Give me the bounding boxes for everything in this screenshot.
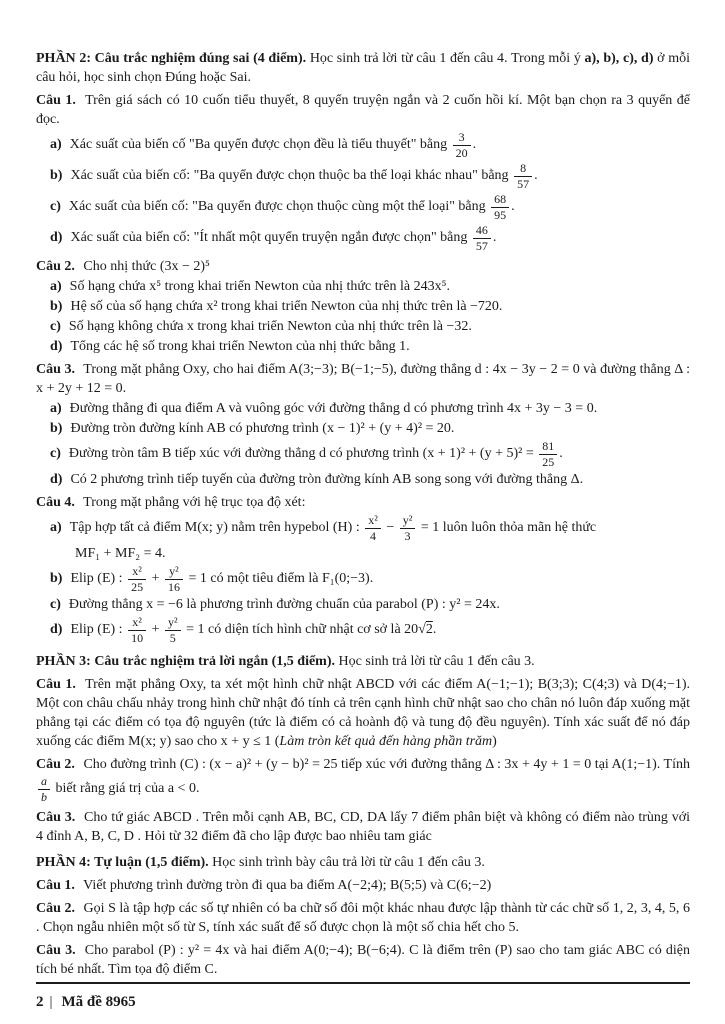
denominator: 25 <box>542 455 555 469</box>
item-suffix: . <box>492 230 497 246</box>
part2-question-4 <box>36 493 690 512</box>
math-operator: + <box>151 622 160 638</box>
item-label: d) <box>50 230 63 246</box>
denominator: 25 <box>131 580 144 594</box>
question-text: Trên giá sách có 10 cuốn tiểu thuyết, 8 quyển truyện ngắn và 2 cuốn hồi kí. Một bạn chọn ra 3 quyển để đọc. <box>36 93 690 127</box>
item-text: = 1 có một tiêu điểm là F₁(0;−3). <box>188 571 374 587</box>
item-text: Hệ số của số hạng chứa x² trong khai triển Newton của nhị thức trên là −720. <box>70 299 503 314</box>
denominator: 4 <box>370 529 377 543</box>
fraction <box>453 130 471 160</box>
part4-instruction: Học sinh trình bày câu trả lời từ câu 1 đến câu 3. <box>212 855 485 870</box>
question-text: Cho nhị thức (3x − 2)⁵ <box>83 259 210 274</box>
item-continuation: MF₁ + MF₂ = 4. <box>75 546 166 561</box>
denominator: 3 <box>404 529 411 543</box>
item-text: = 1 luôn luôn thỏa mãn hệ thức <box>420 520 597 536</box>
footer-rule <box>36 982 690 984</box>
item-label: a) <box>50 279 62 294</box>
numerator: 46 <box>473 223 491 239</box>
item-suffix: . <box>511 199 515 215</box>
sqrt-argument: 2 <box>425 622 433 638</box>
question-label: Câu 3. <box>36 943 76 958</box>
numerator: y² <box>400 513 416 529</box>
part2-q2-item-c <box>36 317 690 336</box>
fraction <box>38 774 50 804</box>
part2-q1-item-d <box>36 223 690 253</box>
item-text: Tổng các hệ số trong khai triển Newton của nhị thức bằng 1. <box>70 339 410 354</box>
numerator: x² <box>128 615 146 631</box>
item-label: c) <box>50 199 61 215</box>
numerator: x² <box>128 564 146 580</box>
part3-question-3 <box>36 808 690 846</box>
part3-title: PHẦN 3: Câu trắc nghiệm trả lời ngắn (1,5 điểm). <box>36 654 336 669</box>
question-text: Cho parabol (P) : y² = 4x và hai điểm A(0;−4); B(−6;4). C là điểm trên (P) sao cho tam giác ABC có diện tích bé nhất. Tìm tọa độ điểm C. <box>36 943 690 977</box>
exam-page-content <box>36 42 690 979</box>
item-label: a) <box>50 401 62 416</box>
part3-question-2 <box>36 755 690 804</box>
fraction <box>365 513 381 543</box>
question-text-end: biết rằng giá trị của a < 0. <box>55 781 200 797</box>
part2-q1-item-c <box>36 192 690 222</box>
item-label: c) <box>50 446 61 462</box>
question-label: Câu 1. <box>36 93 76 108</box>
numerator: y² <box>165 615 181 631</box>
item-label: b) <box>50 168 63 184</box>
denominator: 57 <box>475 239 488 253</box>
item-text: Xác suất của biến cố "Ba quyển được chọn đều là tiểu thuyết" bằng <box>69 137 448 153</box>
item-label: d) <box>50 339 63 354</box>
item-label: d) <box>50 622 63 638</box>
denominator: 5 <box>169 631 176 645</box>
item-label: c) <box>50 319 61 334</box>
part4-question-3 <box>36 941 690 979</box>
item-label: a) <box>50 520 62 536</box>
question-text: Cho đường trình (C) : (x − a)² + (y − b)² = 25 tiếp xúc với đường thẳng Δ : 3x + 4y + 1 = 0 tại A(1;−1). Tính <box>83 757 690 772</box>
item-text: Đường tròn tâm B tiếp xúc với đường thẳng d có phương trình (x + 1)² + (y + 5)² = <box>68 446 534 462</box>
part4-title: PHẦN 4: Tự luận (1,5 điểm). <box>36 855 209 870</box>
part2-q3-item-a <box>36 399 690 418</box>
question-label: Câu 2. <box>36 901 75 916</box>
item-suffix: . <box>534 168 538 184</box>
item-text: Đường thẳng x = −6 là phương trình đường chuẩn của parabol (P) : y² = 24x. <box>68 597 500 612</box>
item-suffix: . <box>559 446 563 462</box>
item-text: Đường thẳng đi qua điểm A và vuông góc với đường thẳng d có phương trình 4x + 3y − 3 = 0. <box>69 401 598 416</box>
denominator: b <box>41 790 47 804</box>
part2-instruction-2: ở mỗi câu hỏi, học sinh chọn Đúng hoặc Sai. <box>36 51 691 85</box>
item-text: Số hạng chứa x⁵ trong khai triển Newton của nhị thức trên là 243x⁵. <box>69 279 450 294</box>
part2-question-2 <box>36 257 690 276</box>
question-text: Trên mặt phẳng Oxy, ta xét một hình chữ nhật ABCD với các điểm A(−1;−1); B(3;3); C(4;3) và D(4;−1). Một con châu chấu nhảy trong hình chữ nhật đó tính cả trên cạnh hình chữ nhật sao cho chân nó luôn đáp xuống mặt phẳng tại các điểm có tọa độ nguyên (tức là điểm có cả hoành độ và tung độ đều nguyên). Tính xác suất để nó đáp xuống các điểm M(x; y) sao cho x + y ≤ 1 ( <box>36 677 690 749</box>
numerator: 8 <box>514 161 532 177</box>
part2-heading <box>36 49 690 87</box>
fraction <box>539 439 557 469</box>
item-label: a) <box>50 137 62 153</box>
part4-heading <box>36 853 690 872</box>
item-suffix: . <box>472 137 477 153</box>
part2-instruction-items: a), b), c), d) <box>584 51 654 66</box>
footer-text <box>36 992 690 1012</box>
numerator: 81 <box>539 439 557 455</box>
page-footer <box>36 982 690 1012</box>
fraction <box>514 161 532 191</box>
item-text: Có 2 phương trình tiếp tuyến của đường tròn đường kính AB song song với đường thẳng Δ. <box>70 472 584 487</box>
item-label: d) <box>50 472 63 487</box>
question-label: Câu 1. <box>36 878 75 893</box>
math-operator: − <box>386 520 395 536</box>
question-label: Câu 2. <box>36 757 75 772</box>
item-label: b) <box>50 571 63 587</box>
part4-question-1 <box>36 876 690 895</box>
denominator: 57 <box>517 177 530 191</box>
math-operator: + <box>151 571 160 587</box>
part2-q2-item-b <box>36 297 690 316</box>
sqrt-icon: √ <box>418 622 426 638</box>
part2-q4-item-d <box>36 615 690 645</box>
denominator: 10 <box>131 631 144 645</box>
denominator: 95 <box>494 208 507 222</box>
fraction <box>491 192 509 222</box>
item-text: Xác suất của biến cố: "Ba quyển được chọn thuộc cùng một thể loại" bằng <box>68 199 486 215</box>
denominator: 20 <box>455 146 468 160</box>
part2-q2-item-d <box>36 337 690 356</box>
numerator: 3 <box>453 130 471 146</box>
part2-q3-item-d <box>36 470 690 489</box>
item-text: Số hạng không chứa x trong khai triển Newton của nhị thức trên là −32. <box>68 319 472 334</box>
question-label: Câu 4. <box>36 495 75 510</box>
question-text: Viết phương trình đường tròn đi qua ba điểm A(−2;4); B(5;5) và C(6;−2) <box>83 878 492 893</box>
part2-q2-item-a <box>36 277 690 296</box>
item-text: Xác suất của biến cố: "Ít nhất một quyển truyện ngắn được chọn" bằng <box>70 230 468 246</box>
numerator: y² <box>165 564 183 580</box>
fraction <box>165 564 183 594</box>
exam-code: Mã đề 8965 <box>61 994 136 1010</box>
question-label: Câu 2. <box>36 259 75 274</box>
part4-question-2 <box>36 899 690 937</box>
fraction <box>400 513 416 543</box>
item-text: Elip (E) : <box>70 571 123 587</box>
part2-q1-item-b <box>36 161 690 191</box>
item-text: Đường tròn đường kính AB có phương trình (x − 1)² + (y + 4)² = 20. <box>70 421 455 436</box>
denominator: 16 <box>167 580 180 594</box>
fraction <box>165 615 181 645</box>
fraction <box>473 223 491 253</box>
numerator: a <box>38 774 50 790</box>
item-label: c) <box>50 597 61 612</box>
part3-question-1 <box>36 675 690 751</box>
item-label: b) <box>50 299 63 314</box>
question-text: Gọi S là tập hợp các số tự nhiên có ba chữ số đôi một khác nhau được lập thành từ các chữ số 1, 2, 3, 4, 5, 6 . Chọn ngẫu nhiên một số từ S, tính xác suất để số được chọn là một số chia hết cho 5. <box>36 901 690 935</box>
part2-question-1 <box>36 91 690 129</box>
part2-title: PHẦN 2: Câu trắc nghiệm đúng sai (4 điểm). <box>36 51 307 66</box>
question-text: Cho tứ giác ABCD . Trên mỗi cạnh AB, BC, CD, DA lấy 7 điểm phân biệt và không có điểm nào trùng với 4 đỉnh A, B, C, D . Hỏi từ 32 điểm đã cho lập được bao nhiêu tam giác <box>36 810 690 844</box>
part2-instruction-1: Học sinh trả lời từ câu 1 đến câu 4. Trong mỗi ý <box>309 51 581 66</box>
part2-q3-item-b <box>36 419 690 438</box>
part2-q3-item-c <box>36 439 690 469</box>
question-text: Trong mặt phẳng với hệ trục tọa độ xét: <box>83 495 306 510</box>
fraction <box>128 615 146 645</box>
part2-question-3 <box>36 360 690 398</box>
numerator: 68 <box>491 192 509 208</box>
question-label: Câu 3. <box>36 362 75 377</box>
item-text: = 1 có diện tích hình chữ nhật cơ sở là 20 <box>186 622 419 638</box>
page-number: 2 <box>36 994 44 1010</box>
item-label: b) <box>50 421 63 436</box>
item-text: Xác suất của biến cố: "Ba quyển được chọn thuộc ba thể loại khác nhau" bằng <box>70 168 509 184</box>
part2-q1-item-a <box>36 130 690 160</box>
part3-instruction: Học sinh trả lời từ câu 1 đến câu 3. <box>338 654 535 669</box>
numerator: x² <box>365 513 381 529</box>
part2-q4-item-b <box>36 564 690 594</box>
item-text: Tập hợp tất cả điểm M(x; y) nằm trên hypebol (H) : <box>69 520 360 536</box>
part2-q4-item-c <box>36 595 690 614</box>
item-text: Elip (E) : <box>70 622 123 638</box>
fraction <box>128 564 146 594</box>
question-label: Câu 3. <box>36 810 76 825</box>
part2-q4-item-a <box>36 513 690 563</box>
question-text: Trong mặt phẳng Oxy, cho hai điểm A(3;−3); B(−1;−5), đường thẳng d : 4x − 3y − 2 = 0 và đường thẳng Δ : x + 2y + 12 = 0. <box>36 362 690 396</box>
part3-heading <box>36 652 690 671</box>
footer-separator: | <box>49 994 53 1010</box>
question-label: Câu 1. <box>36 677 76 692</box>
question-text-end: ) <box>492 734 497 749</box>
item-suffix: . <box>432 622 437 638</box>
question-note-italic: Làm tròn kết quả đến hàng phần trăm <box>279 734 493 749</box>
